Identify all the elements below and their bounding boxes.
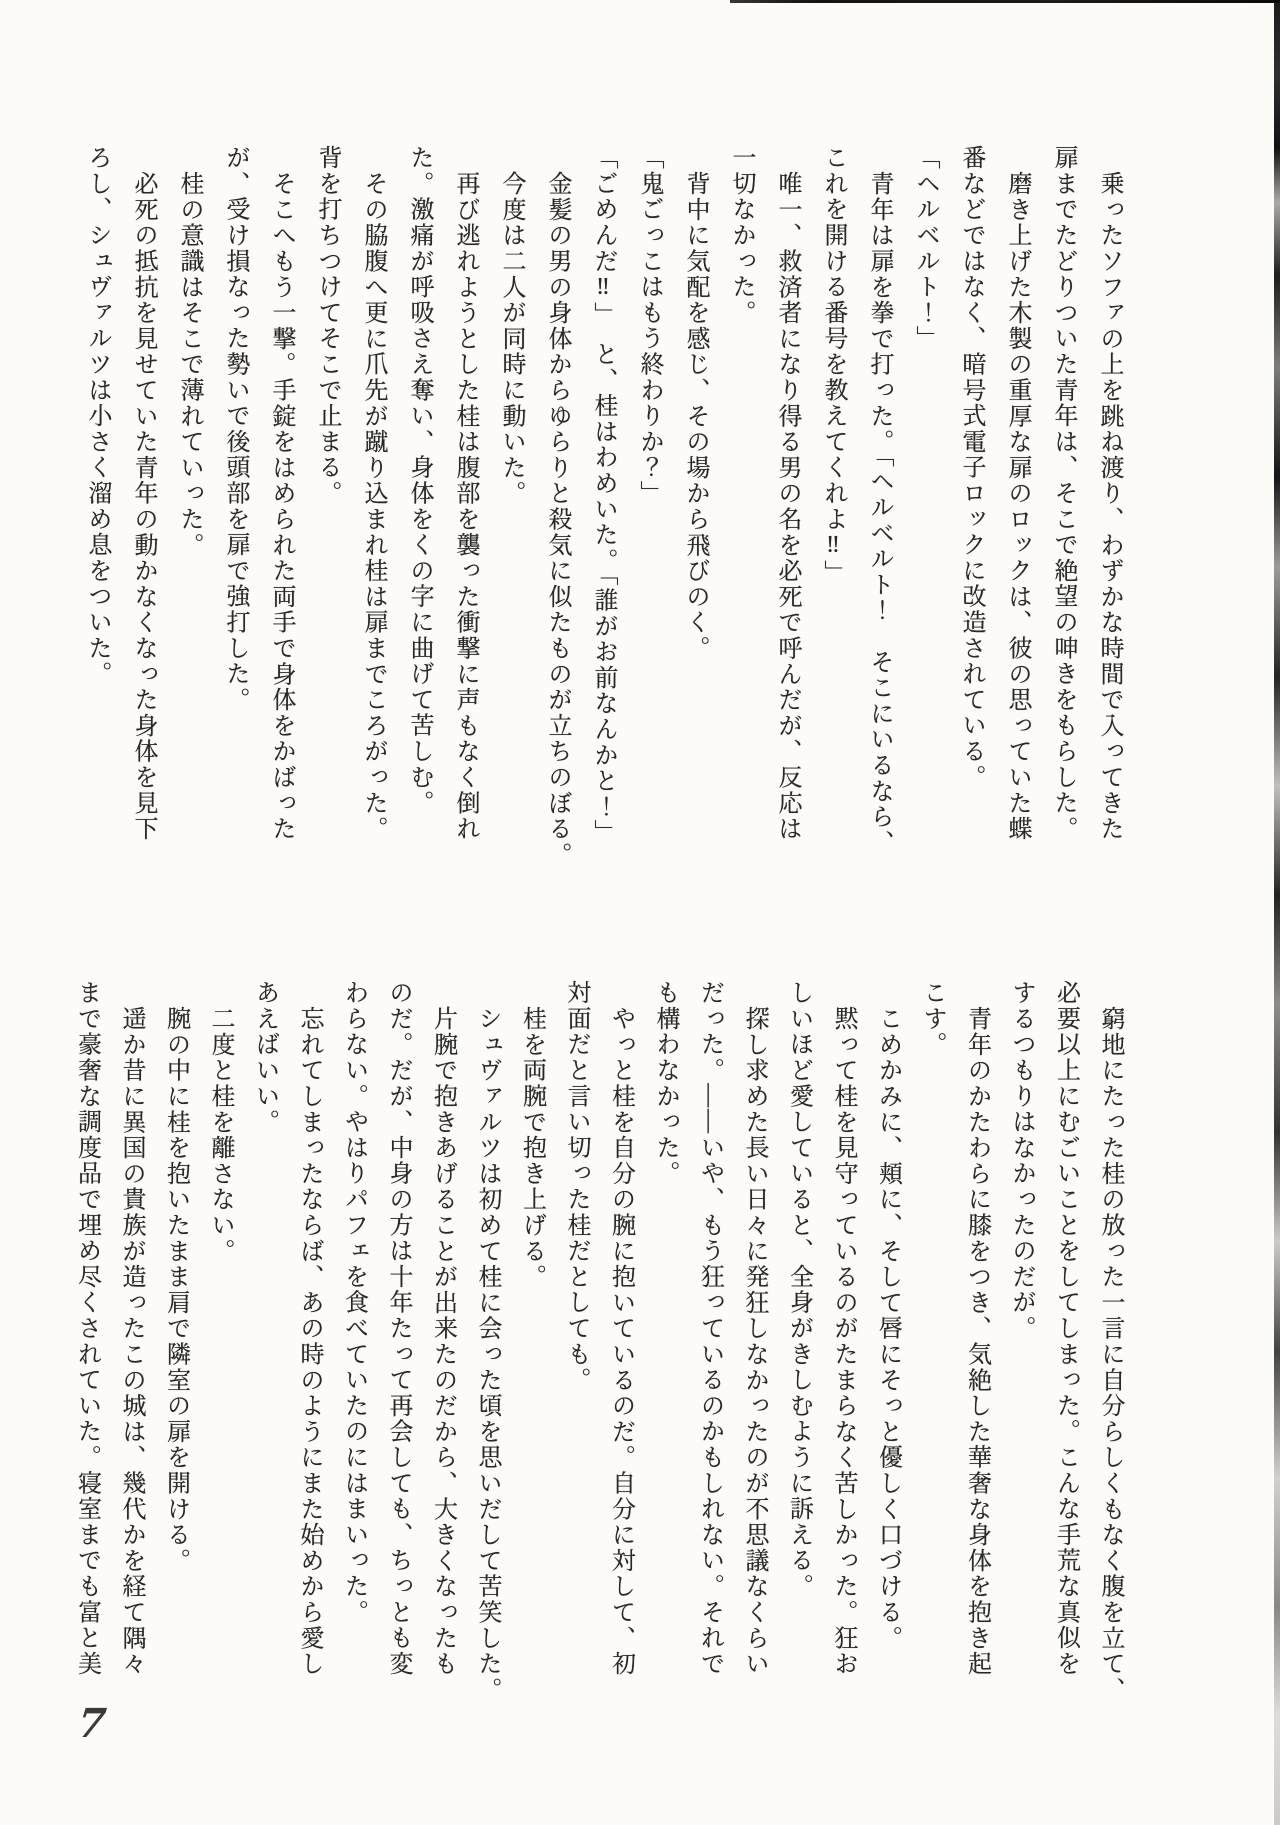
text-column: 乗ったソファの上を跳ね渡り、わずかな時間で入ってきた bbox=[1096, 171, 1122, 842]
text-column: しいほど愛していると、全身がきしむように訴える。 bbox=[785, 980, 812, 1600]
text-column: ろし、シュヴァルツは小さく溜め息をついた。 bbox=[84, 145, 110, 687]
scan-artifact-right-edge bbox=[1274, 2, 1280, 1825]
text-column: 黙って桂を見守っているのがたまらなく苦しかった。狂お bbox=[830, 1006, 856, 1677]
text-column: あえばいい。 bbox=[251, 980, 278, 1135]
text-column: こめかみに、頬に、そして唇にそっと優しく口づける。 bbox=[874, 1006, 901, 1651]
text-block-bottom bbox=[64, 980, 1132, 1703]
text-column: 背中に気配を感じ、その場から飛びのく。 bbox=[682, 171, 708, 662]
text-column: 遥か昔に異国の貴族が造ったこの城は、幾代かを経て隅々 bbox=[118, 1006, 144, 1677]
text-column: 「ごめんだ‼」 と、桂はわめいた。「誰がお前なんかと！」 bbox=[590, 145, 616, 846]
text-block-top bbox=[74, 145, 1132, 868]
text-column: が、受け損なった勢いで後頭部を扉で強打した。 bbox=[222, 145, 248, 713]
text-column: 扉までたどりついた青年は、そこで絶望の呻きをもらした。 bbox=[1050, 145, 1076, 842]
text-column: 桂の意識はそこで薄れていった。 bbox=[176, 171, 202, 558]
text-column: 青年は扉を拳で打った。「ヘルベルト！ そこにいるなら、 bbox=[866, 171, 892, 856]
text-column: 二度と桂を離さない。 bbox=[207, 1006, 233, 1264]
text-column: 再び逃れようとした桂は腹部を襲った衝撃に声もなく倒れ bbox=[452, 171, 478, 842]
text-column: 金髪の男の身体からゆらりと殺気に似たものが立ちのぼる。 bbox=[544, 171, 570, 868]
text-column: 背を打ちつけてそこで止まる。 bbox=[314, 145, 340, 507]
text-column: これを開ける番号を教えてくれよ‼」 bbox=[820, 145, 846, 586]
text-column: するつもりはなかったのだが。 bbox=[1008, 980, 1034, 1342]
text-column: 窮地にたった桂の放った一言に自分らしくもなく腹を立て、 bbox=[1097, 1006, 1123, 1703]
text-column: 腕の中に桂を抱いたまま肩で隣室の扉を開ける。 bbox=[162, 1006, 189, 1574]
text-column: まで豪奢な調度品で埋め尽くされていた。寝室までも富と美 bbox=[73, 980, 100, 1677]
text-column: 対面だと言い切った桂だとしても。 bbox=[563, 980, 589, 1393]
text-column: 片腕で抱きあげることが出来たのだから、大きくなったも bbox=[429, 1006, 456, 1677]
text-column: 番などではなく、暗号式電子ロックに改造されている。 bbox=[958, 145, 984, 790]
text-column: た。激痛が呼吸さえ奪い、身体をくの字に曲げて苦しむ。 bbox=[406, 145, 432, 816]
text-column: 必要以上にむごいことをしてしまった。こんな手荒な真似を bbox=[1052, 980, 1079, 1677]
text-column: そこへもう一撃。手錠をはめられた両手で身体をかばった bbox=[268, 171, 294, 842]
text-column: 忘れてしまったならば、あの時のようにまた始めから愛し bbox=[296, 1006, 322, 1677]
text-column: 一切なかった。 bbox=[728, 145, 754, 326]
text-column: 唯一、救済者になり得る男の名を必死で呼んだが、反応は bbox=[774, 171, 800, 842]
text-column: 「鬼ごっこはもう終わりか？」 bbox=[636, 145, 662, 507]
text-column: シュヴァルツは初めて桂に会った頃を思いだして苦笑した。 bbox=[474, 1006, 500, 1703]
text-column: 探し求めた長い日々に発狂しなかったのが不思議なくらい bbox=[741, 1006, 767, 1677]
text-column: わらない。やはりパフェを食べていたのにはまいった。 bbox=[340, 980, 367, 1625]
text-column: こす。 bbox=[919, 980, 945, 1058]
text-column: 必死の抵抗を見せていた青年の動かなくなった身体を見下 bbox=[130, 171, 156, 842]
text-column: 桂を両腕で抱き上げる。 bbox=[518, 1006, 545, 1290]
text-column: のだ。だが、中身の方は十年たって再会しても、ちっとも変 bbox=[385, 980, 411, 1677]
text-column: も構わなかった。 bbox=[652, 980, 678, 1187]
scan-artifact-top-edge bbox=[730, 0, 1280, 3]
text-column: だった。――いや、もう狂っているのかもしれない。それで bbox=[696, 980, 723, 1677]
text-column: 「ヘルベルト！」 bbox=[912, 145, 938, 352]
text-column: 今度は二人が同時に動いた。 bbox=[498, 171, 524, 507]
text-column: 磨き上げた木製の重厚な扉のロックは、彼の思っていた蝶 bbox=[1004, 171, 1030, 842]
text-column: その脇腹へ更に爪先が蹴り込まれ桂は扉までころがった。 bbox=[360, 171, 386, 842]
text-column: 青年のかたわらに膝をつき、気絶した華奢な身体を抱き起 bbox=[963, 1006, 990, 1677]
text-column: やっと桂を自分の腕に抱いているのだ。自分に対して、初 bbox=[607, 1006, 634, 1677]
page-number: 7 bbox=[75, 1700, 109, 1747]
